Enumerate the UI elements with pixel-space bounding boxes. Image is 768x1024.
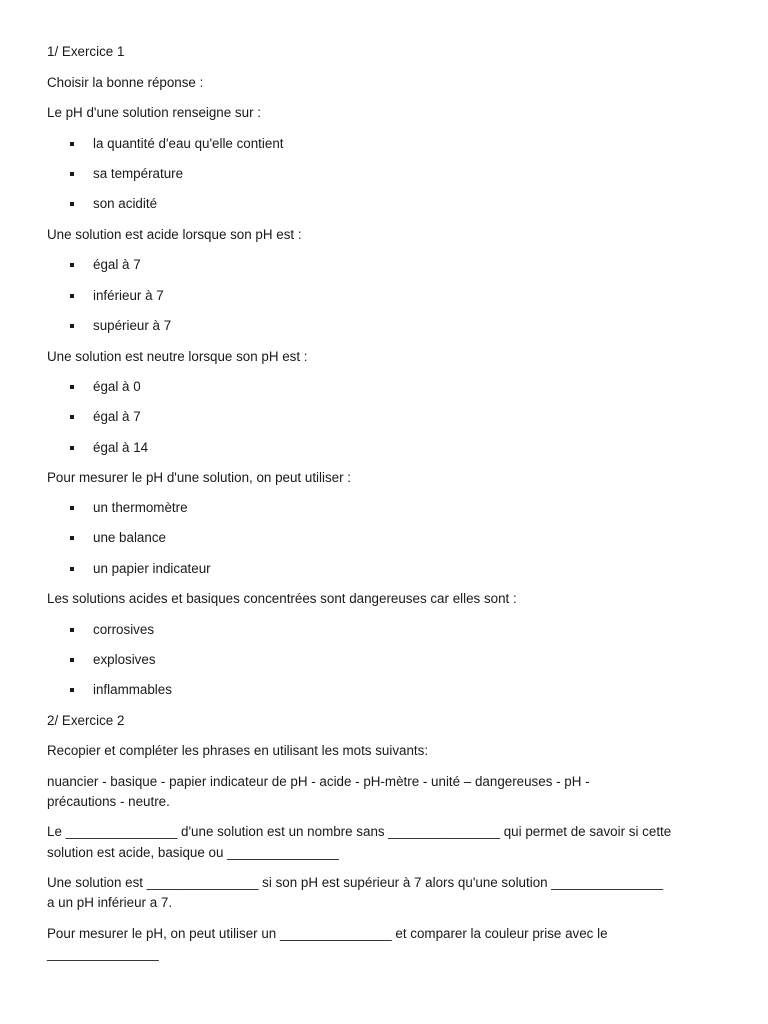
bullet-icon [70,628,74,632]
exercise2-instruction: Recopier et compléter les phrases en utilisant les mots suivants: [47,743,429,758]
exercise1-title: 1/ Exercice 1 [47,44,125,59]
exercise1-instruction: Choisir la bonne réponse : [47,75,204,90]
question-4: Pour mesurer le pH d'une solution, on peut utiliser : [47,470,352,485]
sentence-3-line-2: _______________ [47,946,159,961]
bullet-icon [70,536,74,540]
question-5: Les solutions acides et basiques concentrées sont dangereuses car elles sont : [47,591,517,606]
bullet-icon [70,506,74,510]
bullet-icon [70,294,74,298]
option-text: la quantité d'eau qu'elle contient [93,136,284,151]
option-text: égal à 7 [93,257,141,272]
bullet-icon [70,658,74,662]
bullet-icon [70,415,74,419]
option-text: sa température [93,166,184,181]
word-bank-line-2: précautions - neutre. [47,794,170,809]
bullet-icon [70,172,74,176]
sentence-3-line-1: Pour mesurer le pH, on peut utiliser un _______________ et comparer la couleur prise avec le [47,926,608,941]
option-text: égal à 0 [93,379,141,394]
option-text: corrosives [93,622,155,637]
bullet-icon [70,446,74,450]
option-text: égal à 7 [93,409,141,424]
option-text: supérieur à 7 [93,318,172,333]
bullet-icon [70,142,74,146]
question-3: Une solution est neutre lorsque son pH est : [47,349,308,364]
option-text: une balance [93,530,166,545]
word-bank-line-1: nuancier - basique - papier indicateur de pH - acide - pH-mètre - unité – dangereuses - pH - [47,774,590,789]
question-1: Le pH d'une solution renseigne sur : [47,105,261,120]
bullet-icon [70,263,74,267]
sentence-2-line-1: Une solution est _______________ si son pH est supérieur à 7 alors qu'une solution _______________ [47,875,664,890]
sentence-1-line-1: Le _______________ d'une solution est un nombre sans _______________ qui permet de savoir si cette [47,824,672,839]
sentence-2-line-2: a un pH inférieur a 7. [47,895,173,910]
bullet-icon [70,385,74,389]
option-text: inférieur à 7 [93,288,164,303]
option-text: son acidité [93,196,158,211]
bullet-icon [70,688,74,692]
option-text: explosives [93,652,156,667]
option-text: égal à 14 [93,440,149,455]
option-text: un thermomètre [93,500,188,515]
bullet-icon [70,567,74,571]
exercise2-title: 2/ Exercice 2 [47,713,125,728]
sentence-1-line-2: solution est acide, basique ou _______________ [47,845,339,860]
option-text: inflammables [93,682,172,697]
bullet-icon [70,202,74,206]
option-text: un papier indicateur [93,561,211,576]
question-2: Une solution est acide lorsque son pH est : [47,227,302,242]
bullet-icon [70,324,74,328]
